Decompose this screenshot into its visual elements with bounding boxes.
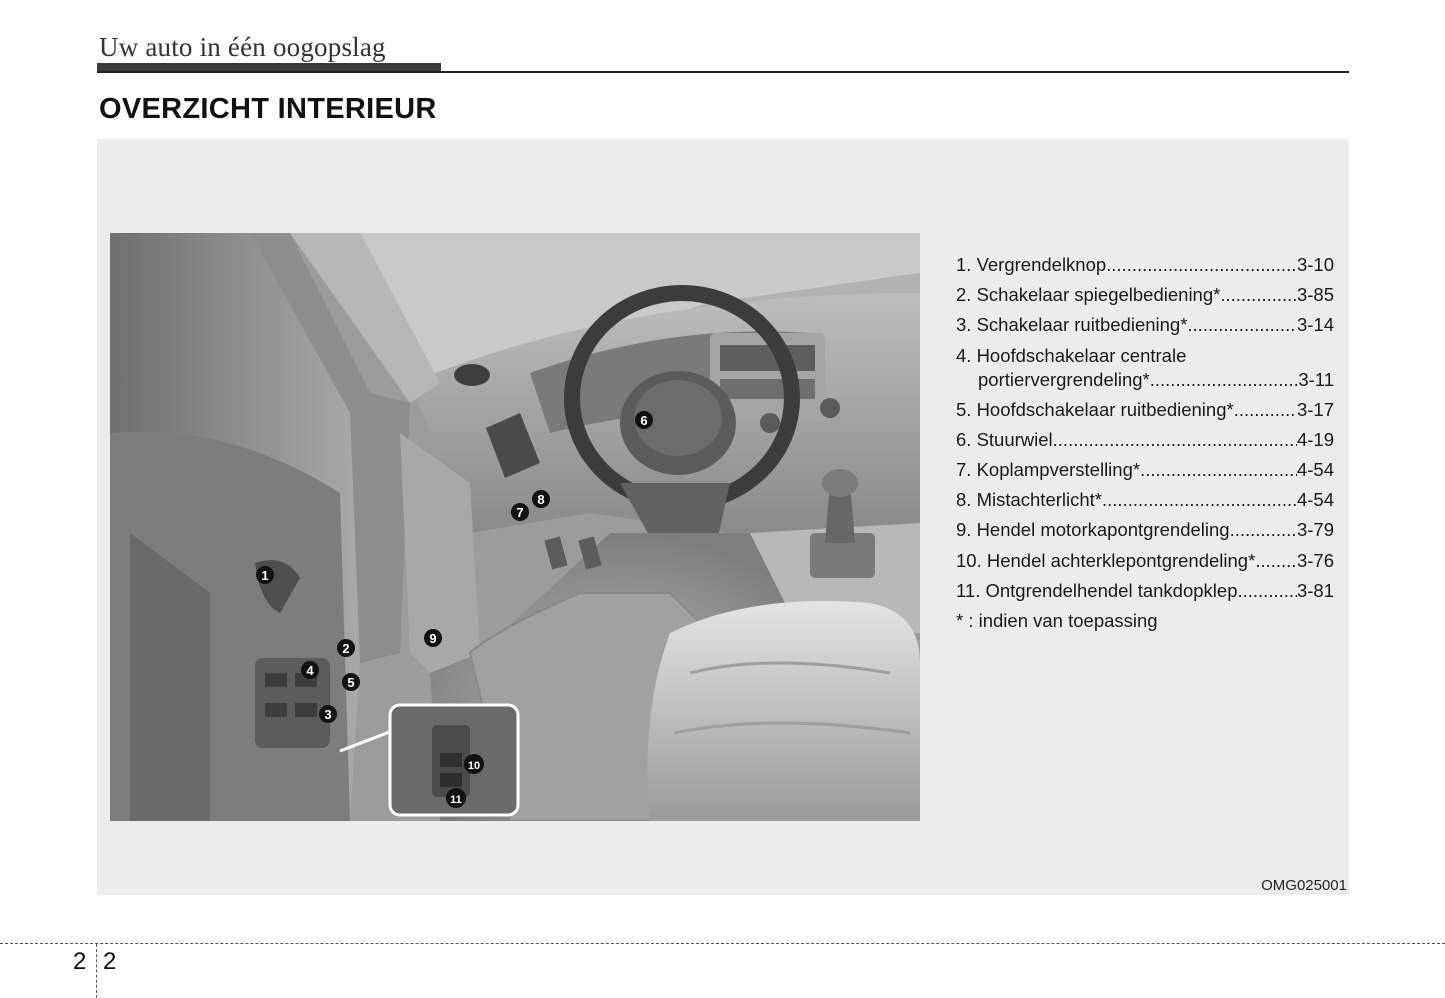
svg-text:7: 7 <box>516 505 524 520</box>
svg-text:5: 5 <box>347 675 355 690</box>
svg-text:4: 4 <box>306 663 314 678</box>
legend-item: 7. Koplampverstelling* ..... 4-54 <box>956 459 1334 489</box>
section-title: OVERZICHT INTERIEUR <box>99 93 437 125</box>
legend-item: 1. Vergrendelknop ..... 3-10 <box>956 254 1334 284</box>
footer-page-divider <box>96 944 97 998</box>
callout-8 <box>532 490 550 508</box>
svg-text:11: 11 <box>450 794 462 806</box>
interior-illustration <box>110 233 920 821</box>
callout-11 <box>446 788 466 808</box>
legend-note: * : indien van toepassing <box>956 609 1158 631</box>
callout-6 <box>635 411 653 429</box>
callout-2 <box>337 639 355 657</box>
callout-3 <box>319 705 337 723</box>
legend-item: 6. Stuurwiel ..... 4-19 <box>956 429 1334 459</box>
svg-text:6: 6 <box>640 413 648 428</box>
callout-10 <box>464 754 484 774</box>
svg-text:2: 2 <box>342 641 350 656</box>
legend-item: 9. Hendel motorkapontgrendeling ..... 3-79 <box>956 519 1334 549</box>
legend-item: 5. Hoofdschakelaar ruitbediening* ..... 3-17 <box>956 399 1334 429</box>
legend-item: 8. Mistachterlicht* ..... 4-54 <box>956 489 1334 519</box>
svg-text:10: 10 <box>467 760 481 772</box>
page-number-chapter: 2 <box>73 948 87 975</box>
callout-9 <box>424 629 442 647</box>
svg-text:9: 9 <box>429 631 437 646</box>
figure-code: OMG025001 <box>1261 877 1347 894</box>
svg-text:8: 8 <box>537 492 545 507</box>
legend-item: 3. Schakelaar ruitbediening* ..... 3-14 <box>956 314 1334 344</box>
legend-item: 2. Schakelaar spiegelbediening* ..... 3-85 <box>956 284 1334 314</box>
legend-item: 11. Ontgrendelhendel tankdopklep ..... 3-81 <box>956 580 1334 610</box>
callout-1 <box>256 566 274 584</box>
page-number: 2 <box>103 948 117 975</box>
callout-5 <box>342 673 360 691</box>
footer-divider <box>0 943 1445 944</box>
legend-item: 10. Hendel achterklepontgrendeling* ..... 3-76 <box>956 550 1334 580</box>
legend-item: 4. Hoofdschakelaar centrale portiervergrendeling* ..... 3-11 <box>956 345 1334 399</box>
svg-text:1: 1 <box>261 568 269 583</box>
callout-4 <box>301 661 319 679</box>
legend-list <box>956 254 1334 640</box>
chapter-title: Uw auto in één oogopslag <box>99 32 386 62</box>
callout-7 <box>511 503 529 521</box>
header-rule <box>97 71 1349 73</box>
svg-text:3: 3 <box>324 707 332 722</box>
